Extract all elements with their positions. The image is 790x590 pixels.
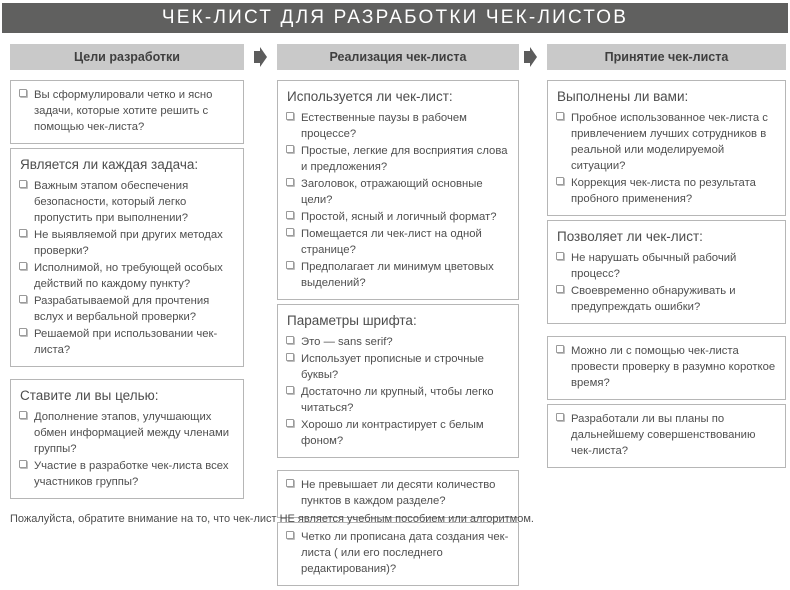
card-title: Используется ли чек-лист:: [287, 89, 453, 104]
card-title: Является ли каждая задача:: [20, 157, 199, 173]
checklist-item-label: Простые, легкие для восприятия слова и предложения?: [301, 144, 508, 173]
checklist-item-label: Коррекция чек-листа по результата пробного применения?: [571, 176, 756, 205]
checklist-items: [556, 411, 777, 459]
checklist-items: [286, 529, 510, 577]
checklist-item-label: Исполнимой, но требующей особых действий по каждому пункту?: [34, 262, 223, 291]
checklist-item[interactable]: [19, 260, 235, 292]
checklist-item[interactable]: [286, 529, 510, 577]
checkbox-icon[interactable]: [19, 229, 27, 237]
checkbox-icon[interactable]: [286, 261, 294, 269]
checklist-item-label: Дополнение этапов, улучшающих обмен информацией между членами группы?: [34, 411, 230, 456]
checkbox-icon[interactable]: [19, 180, 27, 188]
page-title: ЧЕК-ЛИСТ ДЛЯ РАЗРАБОТКИ ЧЕК-ЛИСТОВ: [161, 7, 629, 28]
checklist-item-label: Предполагает ли минимум цветовых выделений?: [301, 261, 494, 290]
checkbox-icon[interactable]: [286, 112, 294, 120]
checkbox-icon[interactable]: [286, 178, 294, 186]
checklist-item[interactable]: [556, 110, 777, 174]
checkbox-icon[interactable]: [556, 413, 564, 421]
checkbox-icon[interactable]: [286, 419, 294, 427]
column-header-adoption: [547, 44, 786, 70]
checkbox-icon[interactable]: [286, 228, 294, 236]
checklist-card: [277, 304, 519, 458]
checkbox-icon[interactable]: [556, 177, 564, 185]
card-title: Параметры шрифта:: [287, 313, 417, 329]
checklist-card: [10, 148, 244, 367]
checklist-card: [547, 404, 786, 468]
checklist-item-label: Пробное использованное чек-листа с привлечением лучших сотрудников в реальной или моделируемой ситуации?: [571, 111, 768, 172]
checkbox-icon[interactable]: [286, 353, 294, 361]
checklist-items: [556, 343, 777, 391]
column-header-label: Цели разработки: [74, 50, 180, 64]
column-adoption: [547, 80, 786, 472]
checklist-item[interactable]: [556, 250, 777, 282]
checklist-item[interactable]: [286, 176, 510, 208]
checklist-item-label: Решаемой при использовании чек-листа?: [34, 328, 218, 357]
column-header-implementation: [277, 44, 519, 70]
arrow-right-icon: [524, 47, 537, 67]
checklist-item[interactable]: [286, 477, 510, 509]
checkbox-icon[interactable]: [19, 295, 27, 303]
checklist-items: [19, 409, 235, 490]
checklist-item-label: Это — sans serif?: [301, 335, 393, 348]
checklist-card: [10, 379, 244, 499]
checkbox-icon[interactable]: [556, 285, 564, 293]
card-title: Позволяет ли чек-лист:: [557, 229, 703, 244]
checklist-item-label: Достаточно ли крупный, чтобы легко читаться?: [301, 386, 494, 415]
card-title: Выполнены ли вами:: [557, 89, 689, 104]
checklist-card: [547, 220, 786, 324]
checklist-item[interactable]: [556, 411, 777, 459]
checklist-item[interactable]: [556, 175, 777, 207]
checklist-item[interactable]: [286, 259, 510, 291]
checkbox-icon[interactable]: [286, 479, 294, 487]
checkbox-icon[interactable]: [19, 262, 27, 270]
checkbox-icon[interactable]: [286, 336, 294, 344]
checklist-items: [556, 110, 777, 207]
checklist-item[interactable]: [556, 343, 777, 391]
checklist-item[interactable]: [19, 178, 235, 226]
checklist-item[interactable]: [286, 226, 510, 258]
checklist-item-label: Не нарушать обычный рабочий процесс?: [571, 251, 737, 280]
checklist-items: [19, 87, 235, 135]
checklist-item[interactable]: [286, 143, 510, 175]
checklist-item-label: Не превышает ли десяти количество пунктов в каждом разделе?: [301, 479, 496, 508]
checklist-items: [286, 477, 510, 509]
checkbox-icon[interactable]: [19, 460, 27, 468]
checklist-item-label: Простой, ясный и логичный формат?: [301, 211, 497, 223]
checkbox-icon[interactable]: [19, 411, 27, 419]
checklist-card: [547, 80, 786, 216]
checklist-item[interactable]: [19, 227, 235, 259]
page-title-bar: [2, 3, 788, 33]
checkbox-icon[interactable]: [19, 89, 27, 97]
checklist-item-label: Важным этапом обеспечения безопасности, который легко пропустить при выполнении?: [34, 179, 189, 224]
checklist-card: [277, 80, 519, 300]
checklist-item-label: Вы сформулировали четко и ясно задачи, которые хотите решить с помощью чек-листа?: [34, 89, 213, 134]
checklist-items: [286, 334, 510, 449]
checklist-item[interactable]: [286, 209, 510, 225]
checklist-item[interactable]: [286, 384, 510, 416]
checklist-item-label: Использует прописные и строчные буквы?: [301, 353, 484, 382]
checklist-item[interactable]: [286, 110, 510, 142]
checklist-item-label: Можно ли с помощью чек-листа провести проверку в разумно короткое время?: [571, 344, 776, 389]
checklist-card: [277, 470, 519, 518]
checklist-item[interactable]: [19, 293, 235, 325]
checklist-item-label: Своевременно обнаруживать и предупреждать ошибки?: [571, 284, 736, 313]
checklist-items: [286, 110, 510, 291]
checkbox-icon[interactable]: [286, 531, 294, 539]
checklist-item[interactable]: [19, 326, 235, 358]
checkbox-icon[interactable]: [556, 112, 564, 120]
card-title: Ставите ли вы целью:: [20, 388, 159, 404]
checklist-item-label: Заголовок, отражающий основные цели?: [301, 177, 483, 206]
checklist-card: [277, 522, 519, 586]
checklist-item[interactable]: [286, 351, 510, 383]
checklist-item-label: Естественные паузы в рабочем процессе?: [301, 111, 467, 140]
column-goals: [10, 80, 244, 503]
checklist-items: [556, 250, 777, 315]
checklist-item-label: Участие в разработке чек-листа всех участников группы?: [34, 460, 229, 489]
footer-note: Пожалуйста, обратите внимание на то, что чек-лист НЕ является учебным пособием или алгоритмом.: [10, 513, 534, 525]
checkbox-icon[interactable]: [286, 386, 294, 394]
checklist-item[interactable]: [286, 417, 510, 449]
checklist-item-label: Хорошо ли контрастирует с белым фоном?: [301, 419, 484, 448]
column-header-row: [0, 44, 790, 70]
checklist-item-label: Разрабатываемой для прочтения вслух и вербальной проверки?: [34, 295, 210, 324]
checklist-item-label: Четко ли прописана дата создания чек-листа ( или его последнего редактирования)?: [301, 531, 509, 576]
checklist-card: [10, 80, 244, 144]
column-header-label: Реализация чек-листа: [329, 50, 467, 64]
checkbox-icon[interactable]: [556, 345, 564, 353]
column-header-label: Принятие чек-листа: [604, 50, 729, 64]
checklist-items: [19, 178, 235, 358]
checklist-item-label: Разработали ли вы планы по дальнейшему совершенствованию чек-листа?: [571, 413, 756, 458]
checklist-item[interactable]: [556, 283, 777, 315]
column-header-goals: [10, 44, 244, 70]
checklist-item[interactable]: [286, 334, 510, 350]
checkbox-icon[interactable]: [19, 328, 27, 336]
checklist-card: [547, 336, 786, 400]
checklist-item-label: Не выявляемой при других методах проверки?: [34, 229, 223, 258]
checkbox-icon[interactable]: [556, 252, 564, 260]
checklist-item-label: Помещается ли чек-лист на одной странице?: [301, 228, 482, 257]
arrow-right-icon: [254, 47, 267, 67]
checklist-item[interactable]: [19, 458, 235, 490]
checkbox-icon[interactable]: [286, 211, 294, 219]
checklist-item[interactable]: [19, 87, 235, 135]
checklist-item[interactable]: [19, 409, 235, 457]
checkbox-icon[interactable]: [286, 145, 294, 153]
